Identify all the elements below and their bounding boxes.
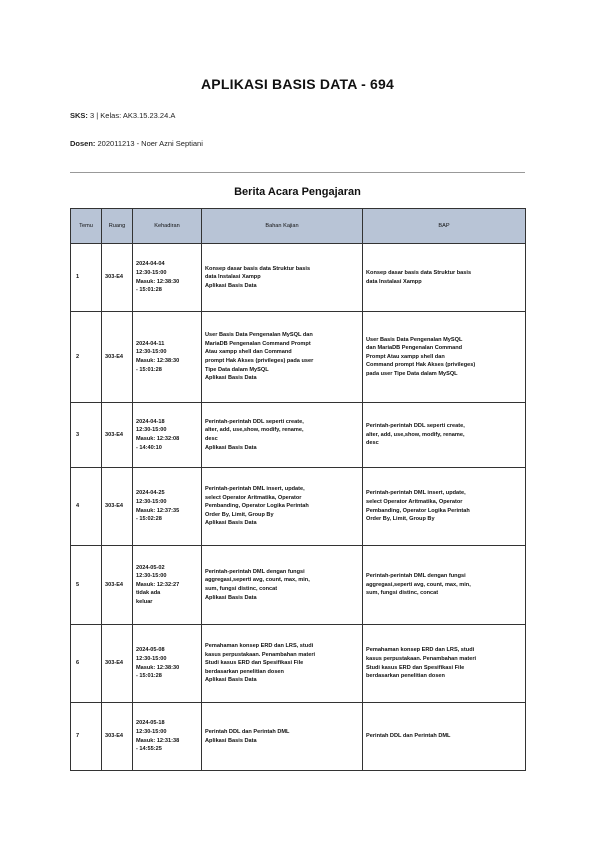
bap-line: aggregasi,seperti avg, count, max, min, (366, 581, 471, 588)
kehadiran-line: - 15:01:28 (136, 287, 162, 294)
kehadiran-line: - 15:01:28 (136, 366, 162, 373)
section-title: Berita Acara Pengajaran (234, 186, 361, 198)
table-row (71, 403, 526, 468)
cell-bahan-kajian (202, 703, 363, 771)
bahan-line: Aplikasi Basis Data (205, 375, 257, 382)
bap-line: kasus perpustakaan. Penambahan materi (366, 655, 477, 662)
bahan-line: Aplikasi Basis Data (205, 677, 257, 684)
kehadiran-line: 2024-05-08 (136, 647, 165, 654)
kehadiran-line: 12:30-15:00 (136, 349, 167, 356)
cell-ruang: 303-E4 (102, 312, 133, 403)
cell-bap (363, 703, 526, 771)
kehadiran-line: Masuk: 12:38:30 (136, 664, 180, 671)
kehadiran-line: Masuk: 12:32:08 (136, 436, 180, 442)
table-row (71, 703, 526, 771)
bap-line: Perintah-perintah DML insert, update, (366, 490, 466, 497)
bahan-line: Pemahaman konsep ERD dan LRS, studi (205, 643, 314, 650)
cell-bahan-kajian (202, 546, 363, 625)
kehadiran-line: keluar (136, 598, 153, 605)
cell-bahan-kajian (202, 468, 363, 546)
bap-line: sum, fungsi distinc, concat (366, 590, 439, 597)
cell-ruang: 303-E4 (102, 625, 133, 703)
kehadiran-line: - 15:02:28 (136, 516, 162, 523)
bap-line: select Operator Aritmatika, Operator (366, 498, 463, 505)
cell-kehadiran (133, 312, 202, 403)
bap-table (70, 208, 526, 771)
cell-temu: 3 (71, 403, 102, 468)
kehadiran-line: 12:30-15:00 (136, 728, 167, 735)
bahan-line: alter, add, use,show, modify, rename, (205, 427, 304, 434)
sks-kelas-line (70, 111, 175, 120)
cell-ruang: 303-E4 (102, 546, 133, 625)
kehadiran-line: - 14:55:25 (136, 746, 162, 753)
bap-line: Perintah-perintah DDL seperti create, (366, 423, 465, 430)
bahan-line: Aplikasi Basis Data (205, 444, 257, 451)
bap-line: berdasarkan penelitian dosen (366, 673, 445, 680)
cell-bahan-kajian (202, 312, 363, 403)
page-title: APLIKASI BASIS DATA - 694 (201, 76, 394, 92)
table-row (71, 468, 526, 546)
col-header-ruang: Ruang (102, 209, 133, 244)
sks-label: SKS: (70, 111, 88, 120)
bahan-line: kasus perpustakaan. Penambahan materi (205, 651, 316, 658)
bahan-line: sum, fungsi distinc, concat (205, 586, 278, 592)
cell-bahan-kajian (202, 625, 363, 703)
cell-temu: 1 (71, 244, 102, 312)
table-row (71, 312, 526, 403)
bahan-line: select Operator Aritmatika, Operator (205, 494, 302, 501)
cell-kehadiran (133, 244, 202, 312)
bap-line: Command prompt Hak Akses (privileges) (366, 362, 476, 369)
kehadiran-line: Masuk: 12:37:35 (136, 507, 180, 514)
cell-bahan-kajian (202, 244, 363, 312)
kehadiran-line: 2024-05-18 (136, 720, 165, 727)
bahan-line: data Instalasi Xampp (205, 274, 261, 281)
cell-ruang: 303-E4 (102, 244, 133, 312)
kehadiran-line: 2024-05-02 (136, 564, 165, 571)
col-header-kehadiran: Kehadiran (133, 209, 202, 244)
kehadiran-line: Masuk: 12:38:30 (136, 278, 180, 285)
bap-line: Pemahaman konsep ERD dan LRS, studi (366, 647, 475, 654)
bahan-line: Perintah-perintah DML dengan fungsi (205, 568, 305, 575)
cell-temu: 5 (71, 546, 102, 625)
bahan-line: Perintah-perintah DDL seperti create, (205, 418, 304, 425)
bap-line: Pembanding, Operator Logika Perintah (366, 507, 470, 514)
kehadiran-line: - 14:40:10 (136, 444, 162, 451)
bap-line: dan MariaDB Pengenalan Command (366, 345, 463, 352)
table-row (71, 625, 526, 703)
bahan-line: User Basis Data Pengenalan MySQL dan (205, 332, 313, 339)
table-header-row (71, 209, 526, 244)
bahan-line: Perintah DDL dan Perintah DML (205, 728, 290, 735)
bap-line: alter, add, use,show, modify, rename, (366, 431, 465, 438)
bahan-line: prompt Hak Akses (privileges) pada user (205, 358, 314, 364)
bap-line: User Basis Data Pengenalan MySQL (366, 336, 463, 343)
cell-bap (363, 403, 526, 468)
kehadiran-line: Masuk: 12:38:30 (136, 358, 180, 364)
bap-line: Perintah DDL dan Perintah DML (366, 733, 451, 740)
bap-line: Perintah-perintah DML dengan fungsi (366, 573, 466, 580)
bap-line: pada user Tipe Data dalam MySQL (366, 370, 458, 377)
kehadiran-line: Masuk: 12:31:38 (136, 737, 180, 744)
cell-bap (363, 244, 526, 312)
bahan-line: Aplikasi Basis Data (205, 282, 257, 289)
cell-bap (363, 625, 526, 703)
cell-temu: 2 (71, 312, 102, 403)
col-header-temu: Temu (71, 209, 102, 244)
kehadiran-line: 2024-04-18 (136, 418, 165, 425)
cell-ruang: 303-E4 (102, 703, 133, 771)
bahan-line: Aplikasi Basis Data (205, 737, 257, 744)
kehadiran-line: 2024-04-04 (136, 261, 165, 268)
kehadiran-line: 2024-04-11 (136, 340, 165, 347)
kehadiran-line: 12:30-15:00 (136, 269, 167, 276)
bahan-line: Atau xampp shell dan Command (205, 349, 292, 356)
cell-temu: 7 (71, 703, 102, 771)
kehadiran-line: 12:30-15:00 (136, 427, 167, 434)
bap-line: Prompt Atau xampp shell dan (366, 353, 445, 360)
kehadiran-line: 12:30-15:00 (136, 655, 167, 662)
bahan-line: desc (205, 436, 218, 442)
bap-line: Konsep dasar basis data Struktur basis (366, 269, 472, 276)
col-header-bap: BAP (363, 209, 526, 244)
bahan-line: Perintah-perintah DML insert, update, (205, 486, 305, 493)
cell-bap (363, 312, 526, 403)
kehadiran-line: 12:30-15:00 (136, 573, 167, 580)
bahan-line: Aplikasi Basis Data (205, 594, 257, 601)
cell-bap (363, 468, 526, 546)
kehadiran-line: - 15:01:28 (136, 673, 162, 680)
dosen-value: 202011213 - Noer Azni Septiani (97, 139, 203, 148)
table-row (71, 546, 526, 625)
cell-kehadiran (133, 403, 202, 468)
bap-line: Order By, Limit, Group By (366, 516, 435, 523)
bahan-line: aggregasi,seperti avg, count, max, min, (205, 577, 310, 584)
cell-bap (363, 546, 526, 625)
table-row (71, 244, 526, 312)
cell-kehadiran (133, 625, 202, 703)
cell-kehadiran (133, 468, 202, 546)
cell-kehadiran (133, 546, 202, 625)
divider (70, 172, 525, 173)
kehadiran-line: 2024-04-25 (136, 490, 165, 497)
cell-temu: 4 (71, 468, 102, 546)
bahan-line: berdasarkan penelitian dosen (205, 668, 284, 675)
bap-line: data Instalasi Xampp (366, 278, 422, 285)
bahan-line: MariaDB Pengenalan Command Prompt (205, 340, 311, 347)
bahan-line: Aplikasi Basis Data (205, 520, 257, 527)
bap-line: Studi kasus ERD dan Spesifikasi File (366, 664, 465, 671)
cell-bahan-kajian (202, 403, 363, 468)
bahan-line: Pembanding, Operator Logika Perintah (205, 503, 309, 510)
kehadiran-line: 12:30-15:00 (136, 498, 167, 505)
bahan-line: Tipe Data dalam MySQL (205, 366, 269, 373)
cell-kehadiran (133, 703, 202, 771)
dosen-line (70, 139, 203, 148)
cell-ruang: 303-E4 (102, 403, 133, 468)
bap-line: desc (366, 440, 379, 447)
cell-temu: 6 (71, 625, 102, 703)
cell-ruang: 303-E4 (102, 468, 133, 546)
dosen-label: Dosen: (70, 139, 96, 148)
kehadiran-line: tidak ada (136, 590, 161, 597)
sks-value: 3 | Kelas: AK3.15.23.24.A (90, 111, 176, 120)
bahan-line: Studi kasus ERD dan Spesifikasi File (205, 660, 304, 667)
bahan-line: Konsep dasar basis data Struktur basis (205, 265, 311, 272)
kehadiran-line: Masuk: 12:32:27 (136, 581, 180, 588)
bahan-line: Order By, Limit, Group By (205, 511, 274, 518)
col-header-bahan-kajian: Bahan Kajian (202, 209, 363, 244)
